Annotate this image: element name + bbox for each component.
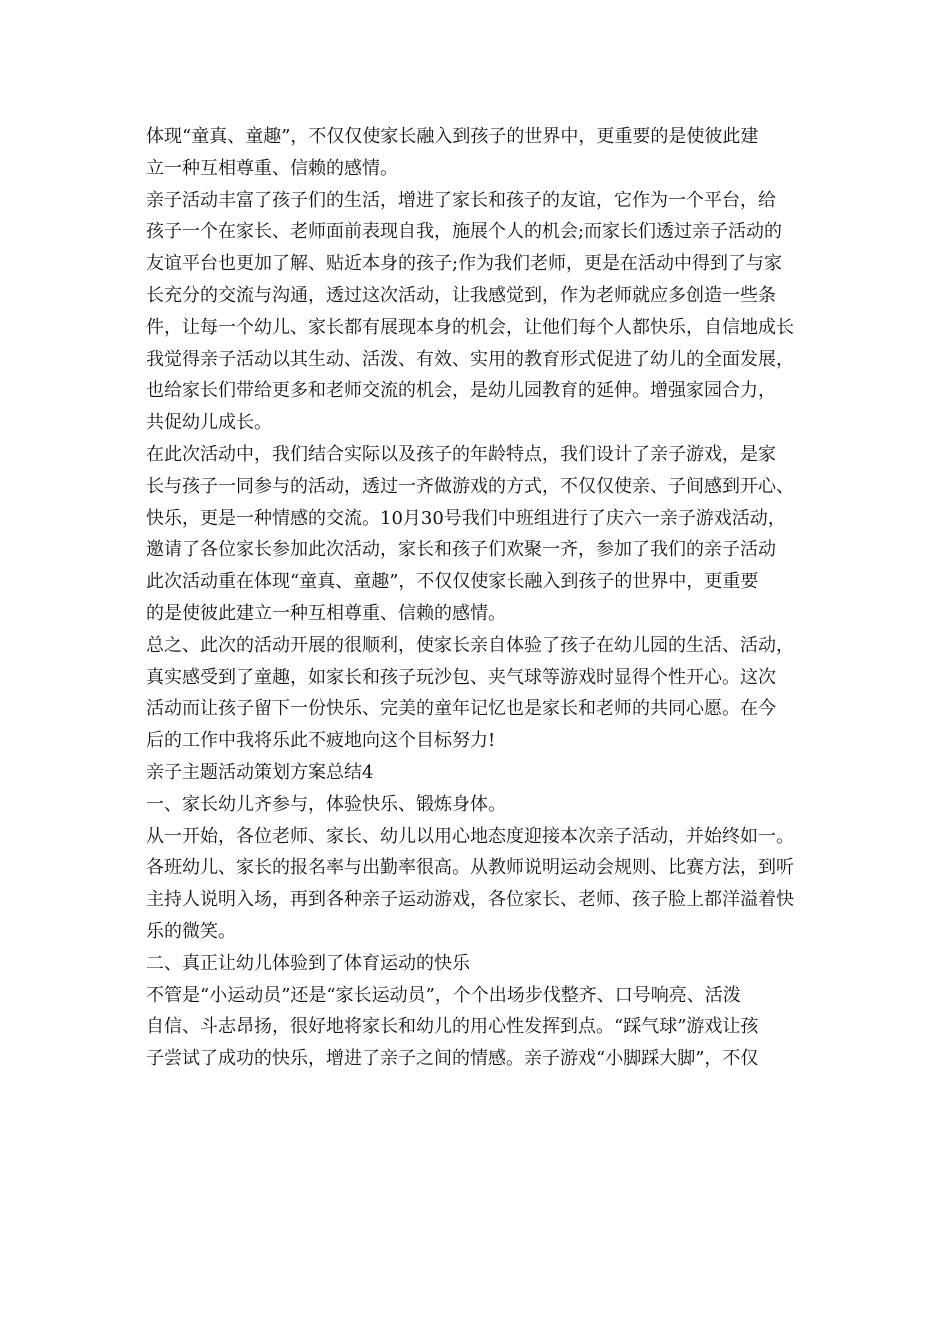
section-heading: 亲子主题活动策划方案总结4 [146,761,374,783]
text-line: 体现“童真、童趣”，不仅仅使家长融入到孩子的世界中，更重要的是使彼此建 [146,126,759,147]
text-line: 主持人说明入场，再到各种亲子运动游戏，各位家长、老师、孩子脸上都洋溢着快 [146,889,794,911]
text-line: 各班幼儿、家长的报名率与出勤率很高。从教师说明运动会规则、比赛方法，到听 [146,857,794,879]
text-line: 件，让每一个幼儿、家长都有展现本身的机会，让他们每个人都快乐，自信地成长 [146,316,794,338]
text-line: 孩子一个在家长、老师面前表现自我，施展个人的机会;而家长们透过亲子活动的 [146,221,783,243]
text-line: 长充分的交流与沟通，透过这次活动，让我感觉到，作为老师就应多创造一些条 [146,284,776,306]
text-line: 长与孩子一同参与的活动，透过一齐做游戏的方式，不仅仅使亲、子间感到开心、 [146,475,794,497]
text-line: 子尝试了成功的快乐，增进了亲子之间的情感。亲子游戏“小脚踩大脚”，不仅 [146,1048,759,1070]
text-line: 不管是“小运动员”还是“家长运动员”，个个出场步伐整齐、口号响亮、活泼 [146,984,741,1006]
text-line: 此次活动重在体现“童真、童趣”，不仅仅使家长融入到孩子的世界中，更重要 [146,571,759,593]
text-line: 乐的微笑。 [146,920,236,942]
subheading: 一、家长幼儿齐参与，体验快乐、锻炼身体。 [146,793,506,815]
text-line: 也给家长们带给更多和老师交流的机会，是幼儿园教育的延伸。增强家园合力， [146,380,776,402]
text-line: 友谊平台也更加了解、贴近本身的孩子;作为我们老师，更是在活动中得到了与家 [146,253,783,275]
text-line: 立一种互相尊重、信赖的感情。 [146,157,398,179]
text-line: 我觉得亲子活动以其生动、活泼、有效、实用的教育形式促进了幼儿的全面发展， [146,348,794,370]
text-line: 在此次活动中，我们结合实际以及孩子的年龄特点，我们设计了亲子游戏，是家 [146,443,776,465]
text-line: 后的工作中我将乐此不疲地向这个目标努力! [146,730,496,752]
text-line: 的是使彼此建立一种互相尊重、信赖的感情。 [146,602,506,624]
text-line: 共促幼儿成长。 [146,412,272,434]
text-line: 真实感受到了童趣，如家长和孩子玩沙包、夹气球等游戏时显得个性开心。这次 [146,666,776,688]
text-line: 总之、此次的活动开展的很顺利，使家长亲自体验了孩子在幼儿园的生活、活动， [146,634,794,656]
text-line: 自信、斗志昂扬，很好地将家长和幼儿的用心性发挥到点。“踩气球”游戏让孩 [146,1016,759,1038]
text-line: 活动而让孩子留下一份快乐、完美的童年记忆也是家长和老师的共同心愿。在今 [146,698,776,720]
text-line: 从一开始，各位老师、家长、幼儿以用心地态度迎接本次亲子活动，并始终如一。 [146,825,794,847]
text-line: 快乐，更是一种情感的交流。10月30号我们中班组进行了庆六一亲子游戏活动， [146,507,786,529]
document-body [146,121,810,1075]
text-line: 邀请了各位家长参加此次活动，家长和孩子们欢聚一齐，参加了我们的亲子活动 [146,539,776,561]
subheading: 二、真正让幼儿体验到了体育运动的快乐 [146,952,470,974]
text-line: 亲子活动丰富了孩子们的生活，增进了家长和孩子的友谊，它作为一个平台，给 [146,189,776,211]
